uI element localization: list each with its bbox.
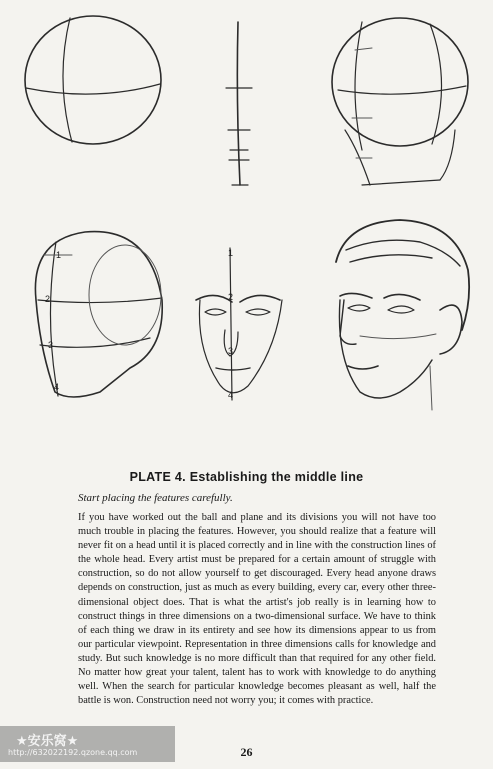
finished-head-sketch <box>336 220 469 410</box>
division-label-4: 4 <box>54 382 60 392</box>
plate-subtitle: Start placing the features carefully. <box>78 492 233 504</box>
face-label-4: 4 <box>228 390 234 400</box>
watermark-url: http://632022192.qzone.qq.com <box>8 748 138 757</box>
division-label-3: 3 <box>48 340 54 350</box>
body-paragraph: If you have worked out the ball and plane and its divisions you will not have too much trouble in placing the features. However, you should realize that a feature will never fit on a head until it is placed correctly and in line with the construction lines of the whole head. Every artist must be prepared for a certain amount of struggle with construction, so do not allow yourself to get discouraged. Every head anyone draws depends on construction, just as much as every building, every car, every other three-dimensional object does. That is what the artist's job really is in learning how to construct things in three dimensions on a two-dimensional surface. We have to think of each thing we draw in its entirety and see how its dimensions appear to us from our particular viewpoint. Representation in three dimensions calls for knowledge and study. But such knowledge is no more difficult than that required for any other field. No matter how great your talent, talent has to work with knowledge to do anything well. When the search for particular knowledge becomes pleasant as well, half the battle is won. Construction need not worry you; it comes with practice. <box>78 512 436 707</box>
face-label-1: 1 <box>228 248 234 258</box>
ball-sketch <box>25 16 161 144</box>
division-label-2: 2 <box>45 294 51 304</box>
front-face-sketch <box>196 248 282 400</box>
watermark <box>0 726 175 762</box>
face-label-2: 2 <box>228 292 234 302</box>
watermark-title: ★安乐窝★ <box>16 734 79 749</box>
numbered-head-sketch <box>35 232 162 397</box>
plate-title: PLATE 4. Establishing the middle line <box>129 470 364 484</box>
ball-plane-sketch <box>332 18 468 185</box>
middle-line-sketch <box>226 22 252 185</box>
face-label-3: 3 <box>228 346 234 356</box>
division-label-1: 1 <box>56 250 62 260</box>
page-number: 26 <box>240 745 253 759</box>
